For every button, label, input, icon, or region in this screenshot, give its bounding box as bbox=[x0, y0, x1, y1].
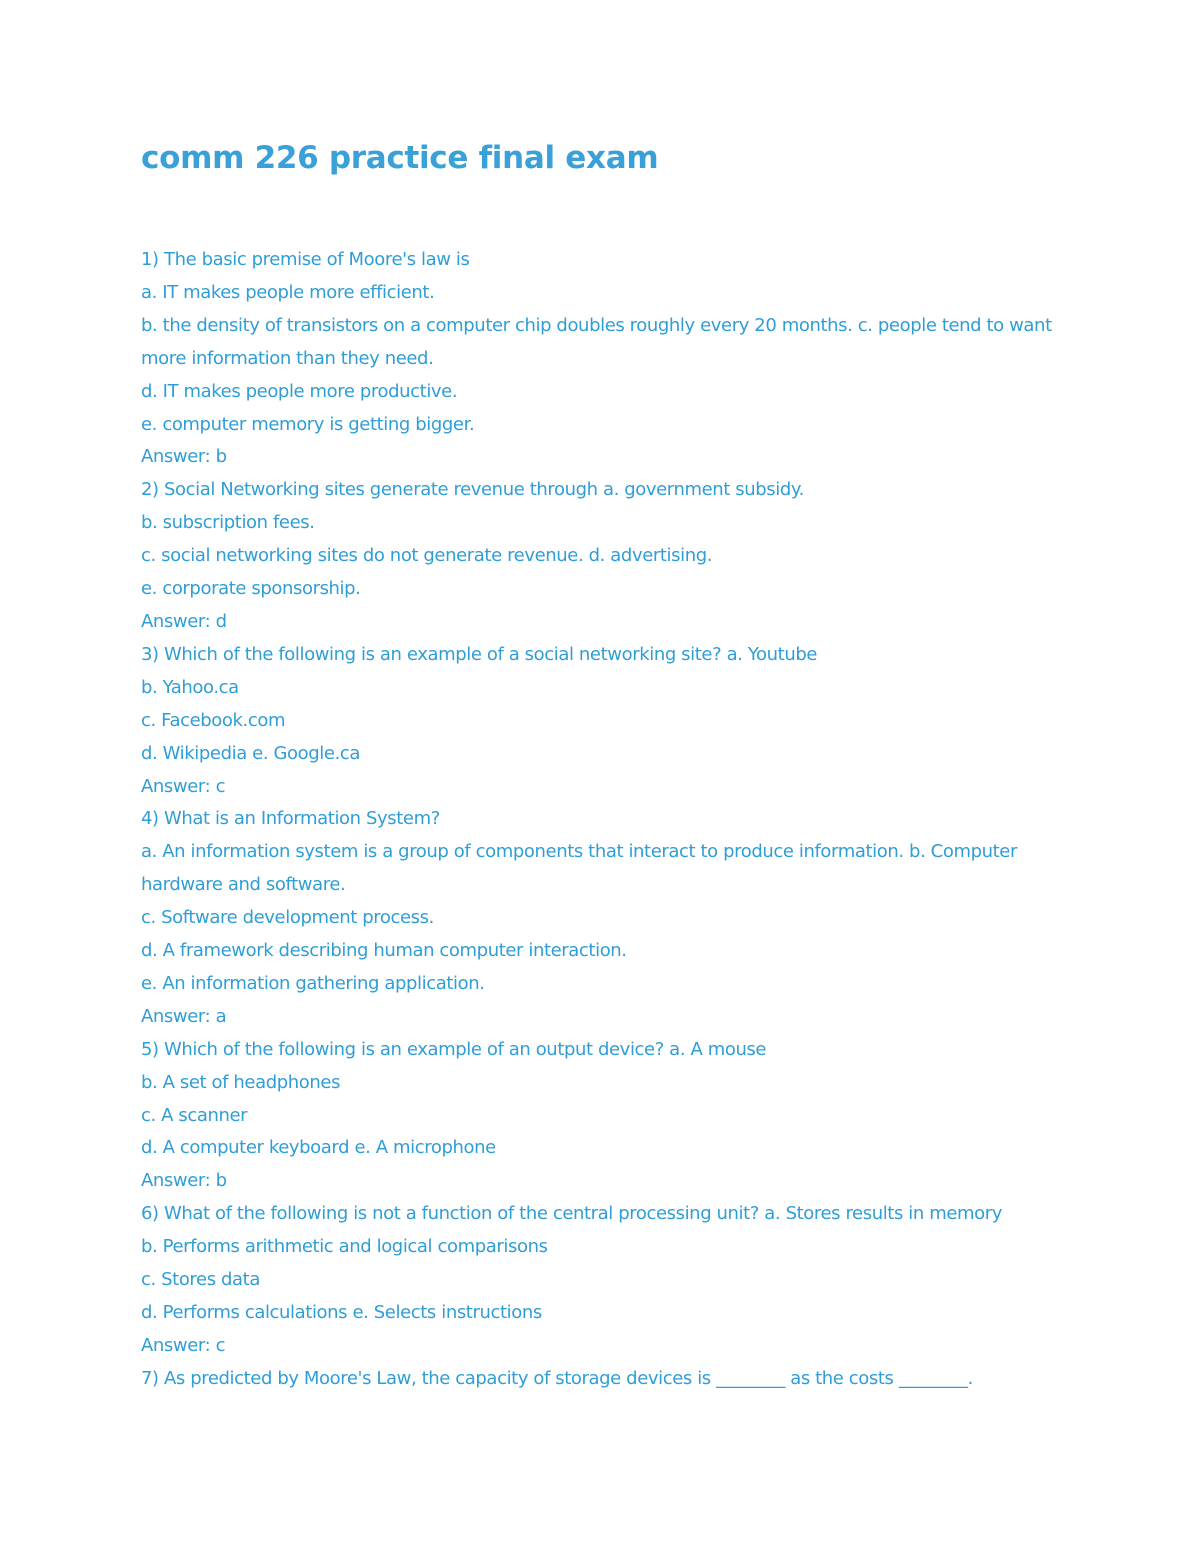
text-line: c. Stores data bbox=[141, 1269, 260, 1291]
text-line: a. IT makes people more efficient. bbox=[141, 281, 435, 303]
text-line: b. Yahoo.ca bbox=[141, 676, 239, 698]
text-line: 3) Which of the following is an example of a social networking site? a. Youtube bbox=[141, 643, 818, 665]
text-line: c. social networking sites do not generate revenue. d. advertising. bbox=[141, 545, 713, 567]
text-line: Answer: a bbox=[141, 1005, 227, 1027]
document-body bbox=[141, 244, 1081, 1396]
text-line: Answer: c bbox=[141, 775, 226, 797]
text-line: Answer: d bbox=[141, 610, 227, 632]
text-line: b. Performs arithmetic and logical comparisons bbox=[141, 1236, 548, 1258]
text-line: more information than they need. bbox=[141, 347, 434, 369]
text-line: 4) What is an Information System? bbox=[141, 808, 440, 830]
text-line: Answer: b bbox=[141, 1170, 227, 1192]
text-line: 1) The basic premise of Moore's law is bbox=[141, 249, 470, 270]
text-line: Answer: b bbox=[141, 446, 227, 468]
text-line: 5) Which of the following is an example of an output device? a. A mouse bbox=[141, 1038, 767, 1060]
text-line: e. corporate sponsorship. bbox=[141, 578, 361, 600]
text-line: c. Software development process. bbox=[141, 907, 434, 929]
text-line: Answer: c bbox=[141, 1334, 226, 1356]
text-line: d. A computer keyboard e. A microphone bbox=[141, 1137, 496, 1159]
text-line: c. A scanner bbox=[141, 1104, 248, 1126]
text-line: d. Wikipedia e. Google.ca bbox=[141, 742, 361, 764]
text-line: d. A framework describing human computer interaction. bbox=[141, 940, 627, 962]
text-line: b. subscription fees. bbox=[141, 512, 315, 534]
text-line: e. computer memory is getting bigger. bbox=[141, 413, 475, 435]
text-line: e. An information gathering application. bbox=[141, 972, 485, 994]
text-line: b. A set of headphones bbox=[141, 1071, 341, 1093]
text-line: a. An information system is a group of components that interact to produce information. b. Computer bbox=[141, 841, 1017, 863]
text-line: 2) Social Networking sites generate revenue through a. government subsidy. bbox=[141, 479, 804, 501]
text-line: 7) As predicted by Moore's Law, the capacity of storage devices is ________ as the costs ________. bbox=[141, 1367, 973, 1389]
document-title: comm 226 practice final exam bbox=[141, 140, 659, 176]
text-line: hardware and software. bbox=[141, 874, 346, 896]
text-line: d. Performs calculations e. Selects instructions bbox=[141, 1302, 542, 1323]
text-line: b. the density of transistors on a computer chip doubles roughly every 20 months. c. people tend to want bbox=[141, 314, 1052, 336]
text-line: d. IT makes people more productive. bbox=[141, 380, 458, 402]
text-line: 6) What of the following is not a function of the central processing unit? a. Stores results in memory bbox=[141, 1203, 1003, 1225]
text-line: c. Facebook.com bbox=[141, 709, 286, 731]
